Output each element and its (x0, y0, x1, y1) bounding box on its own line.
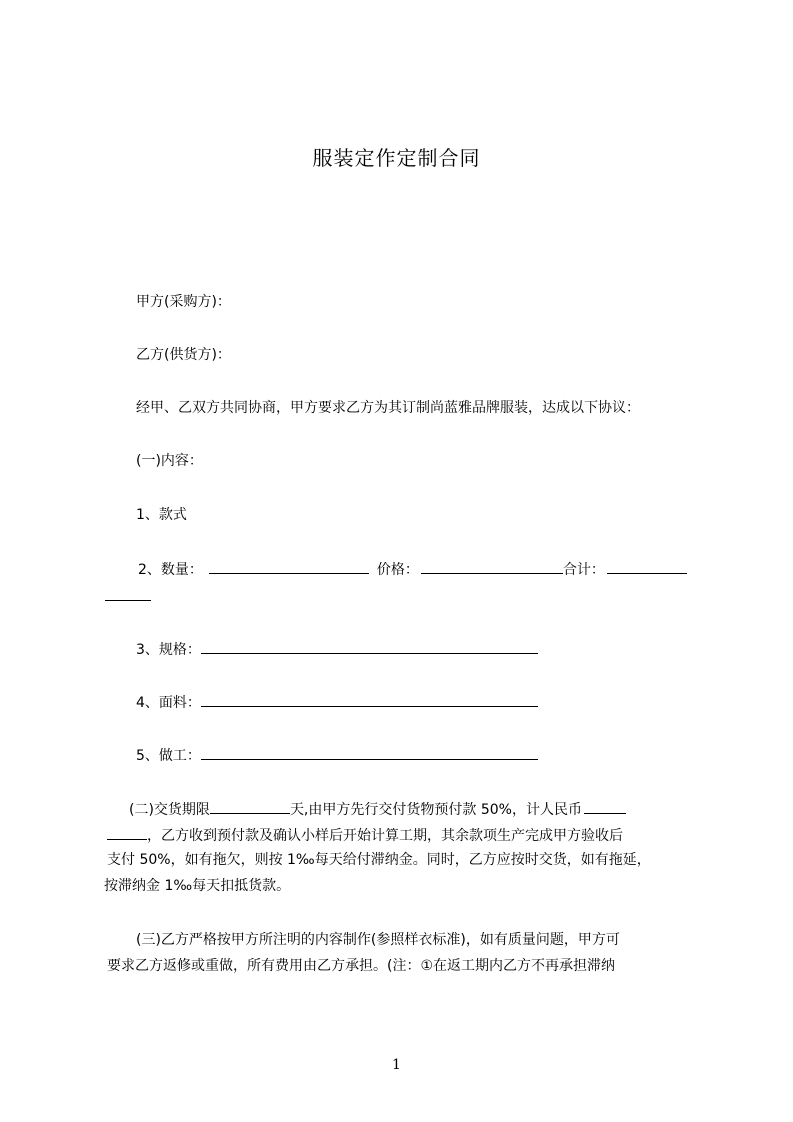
delivery-line-2-text: ，乙方收到预付款及确认小样后开始计算工期，其余款项生产完成甲方验收后 (147, 828, 623, 844)
quantity-blank (209, 560, 369, 574)
price-label: 价格： (376, 562, 419, 578)
item-fabric-row (136, 693, 538, 711)
section-delivery-line-4: 按滞纳金 1‰每天扣抵货款。 (104, 878, 291, 894)
workmanship-blank (201, 746, 538, 760)
total-blank-continued (105, 587, 151, 601)
total-label: 合计： (562, 562, 605, 578)
section-quality-line-1: (三)乙方严格按甲方所注明的内容制作(参照样衣标准)，如有质量问题，甲方可 (136, 932, 620, 948)
delivery-days-blank (210, 800, 290, 814)
spec-blank (201, 640, 538, 654)
delivery-term-text: 天,由甲方先行交付货物预付款 50%，计人民币 (289, 802, 582, 818)
item-spec-row (136, 640, 538, 658)
section-delivery-line-3: 支付 50%，如有拖欠，则按 1‰每天给付滞纳金。同时，乙方应按时交货，如有拖延， (107, 852, 651, 868)
page-title: 服装定作定制合同 (312, 146, 481, 170)
section-delivery-line-2 (107, 826, 623, 844)
item-quantity-row (138, 560, 687, 578)
price-blank (421, 560, 563, 574)
intro-paragraph: 经甲、乙双方共同协商，甲方要求乙方为其订制尚蓝雅品牌服装，达成以下协议： (136, 400, 640, 416)
rmb-amount-blank (584, 800, 626, 814)
quantity-label: 2、数量： (138, 562, 203, 578)
workmanship-label: 5、做工： (136, 748, 201, 764)
delivery-term-label: (二)交货期限 (129, 802, 210, 818)
section-content-heading: (一)内容： (136, 453, 203, 469)
party-b-label: 乙方(供货方)： (136, 347, 231, 363)
section-delivery-line-1 (129, 800, 626, 818)
total-blank (607, 560, 687, 574)
item-style: 1、款式 (136, 507, 187, 523)
page-number: 1 (392, 1057, 401, 1073)
item-workmanship-row (136, 746, 538, 764)
party-a-label: 甲方(采购方)： (136, 294, 231, 310)
fabric-label: 4、面料： (136, 695, 201, 711)
spec-label: 3、规格： (136, 642, 201, 658)
fabric-blank (201, 693, 538, 707)
section-quality-line-2: 要求乙方返修或重做，所有费用由乙方承担。(注：①在返工期内乙方不再承担滞纳 (107, 958, 616, 974)
rmb-amount-blank-continued (107, 826, 147, 840)
